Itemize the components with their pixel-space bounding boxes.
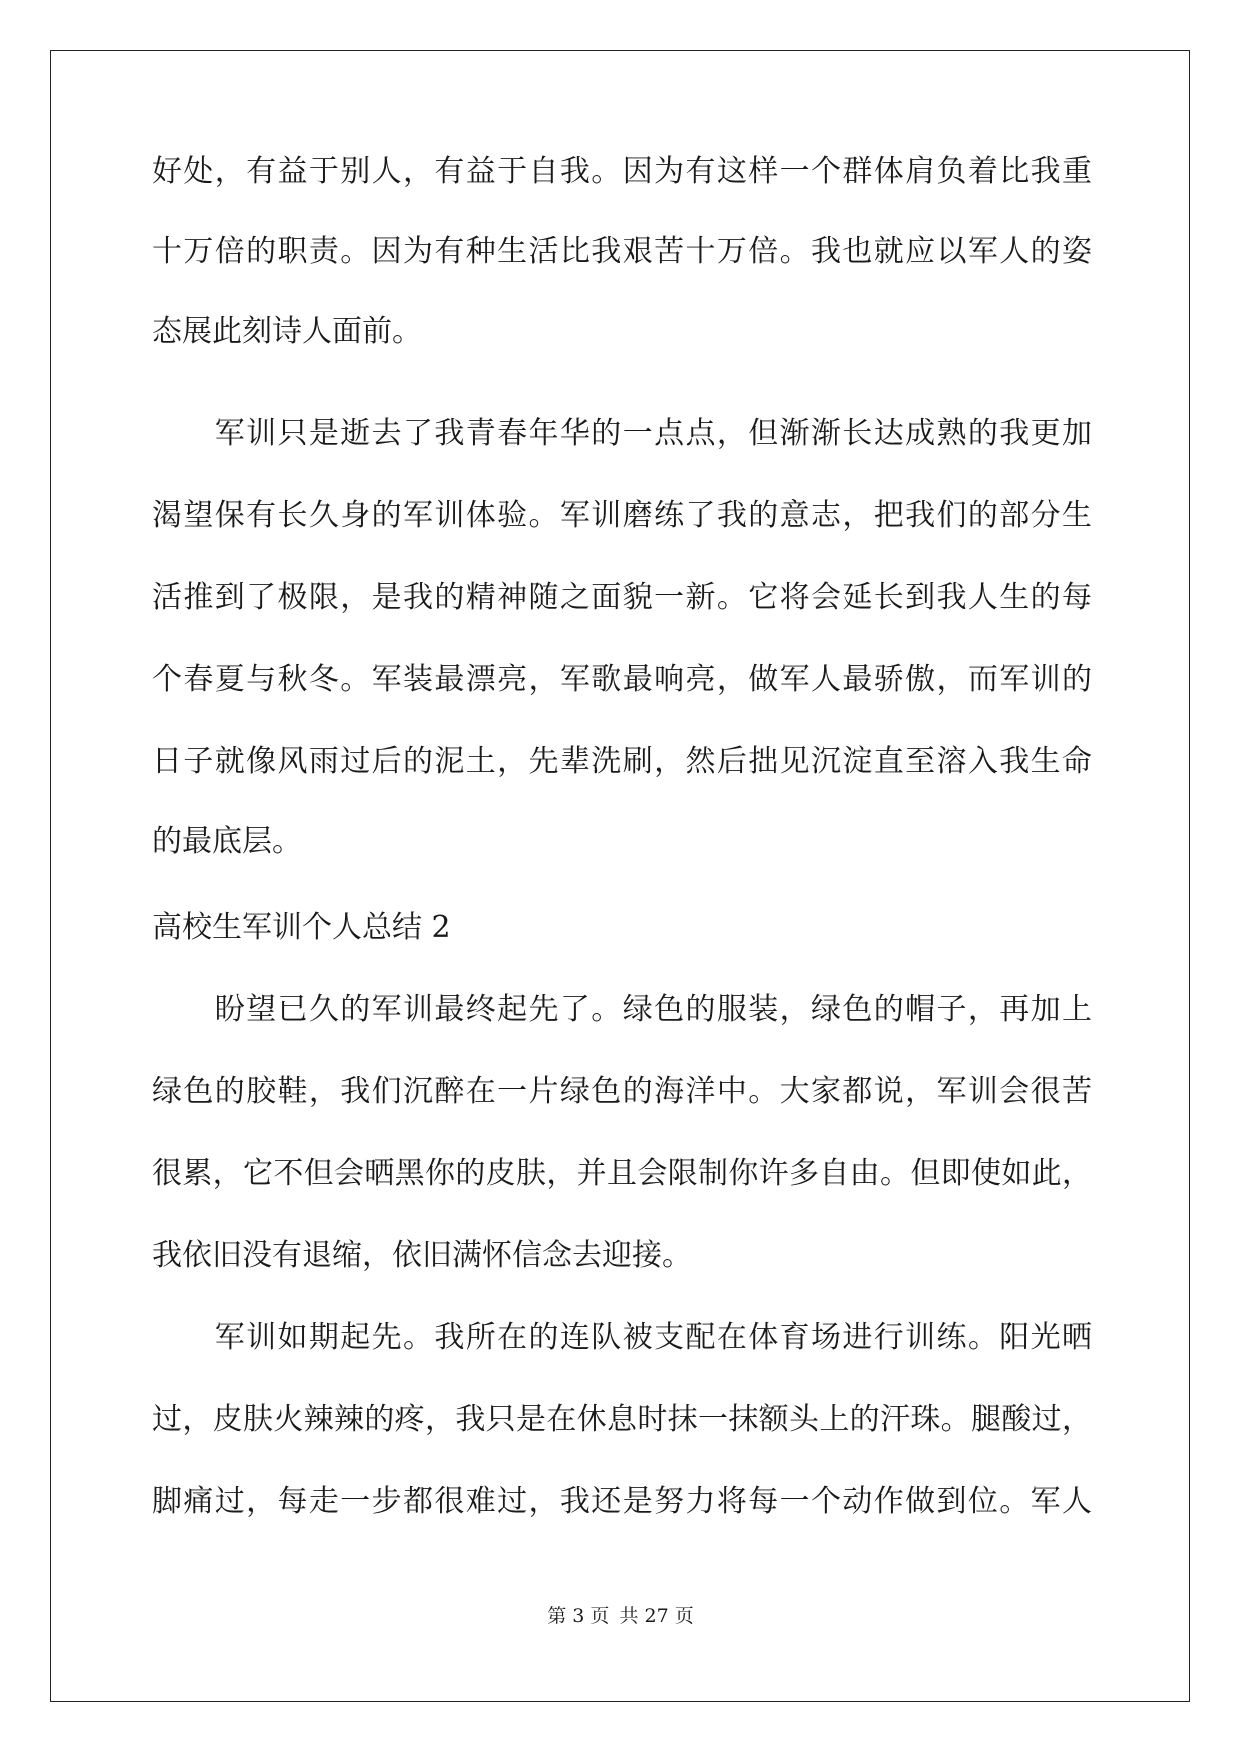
- text-line: 活推到了极限，是我的精神随之面貌一新。它将会延长到我人生的每: [152, 580, 1092, 615]
- section-heading: 高校生军训个人总结 2: [152, 910, 451, 945]
- page-number: 第 3 页: [547, 1605, 610, 1627]
- text-line: 军训只是逝去了我青春年华的一点点，但渐渐长达成熟的我更加: [152, 416, 1092, 451]
- text-line: 军训如期起先。我所在的连队被支配在体育场进行训练。阳光晒: [152, 1320, 1092, 1355]
- text-line: 个春夏与秋冬。军装最漂亮，军歌最响亮，做军人最骄傲，而军训的: [152, 662, 1092, 697]
- text-line: 的最底层。: [152, 824, 302, 859]
- text-line: 渴望保有长久身的军训体验。军训磨练了我的意志，把我们的部分生: [152, 498, 1092, 533]
- text-line: 盼望已久的军训最终起先了。绿色的服装，绿色的帽子，再加上: [152, 992, 1092, 1027]
- page-footer: [0, 1604, 1241, 1628]
- text-line: 我依旧没有退缩，依旧满怀信念去迎接。: [152, 1238, 692, 1273]
- page-border: [50, 50, 1190, 1702]
- text-line: 好处，有益于别人，有益于自我。因为有这样一个群体肩负着比我重: [152, 154, 1092, 189]
- text-line: 过，皮肤火辣辣的疼，我只是在休息时抹一抹额头上的汗珠。腿酸过，: [152, 1402, 1092, 1437]
- text-line: 十万倍的职责。因为有种生活比我艰苦十万倍。我也就应以军人的姿: [152, 234, 1092, 269]
- text-line: 脚痛过，每走一步都很难过，我还是努力将每一个动作做到位。军人: [152, 1484, 1092, 1519]
- text-line: 日子就像风雨过后的泥土，先辈洗刷，然后拙见沉淀直至溶入我生命: [152, 744, 1092, 779]
- text-line: 绿色的胶鞋，我们沉醉在一片绿色的海洋中。大家都说，军训会很苦: [152, 1074, 1092, 1109]
- page-total: 共 27 页: [619, 1605, 694, 1627]
- text-line: 很累，它不但会晒黑你的皮肤，并且会限制你许多自由。但即使如此，: [152, 1156, 1092, 1191]
- text-line: 态展此刻诗人面前。: [152, 314, 422, 349]
